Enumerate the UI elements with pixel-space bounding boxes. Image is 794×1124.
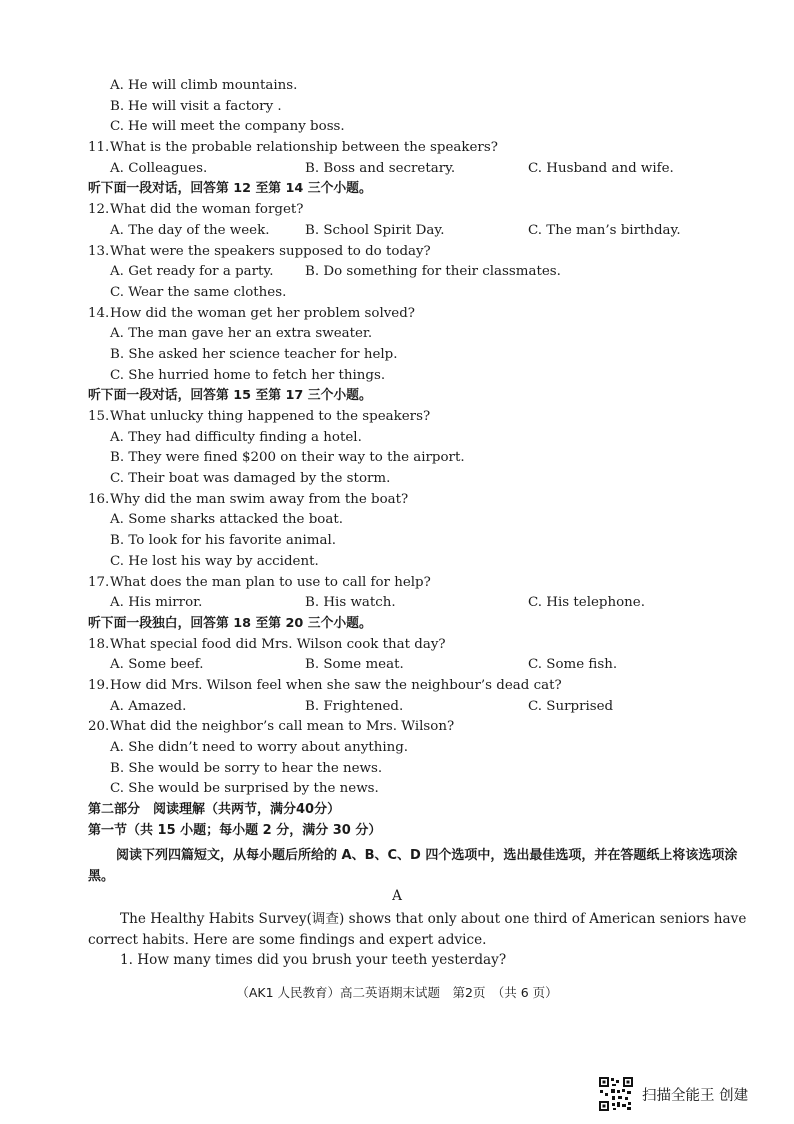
- q17-stem: [0, 573, 794, 594]
- option-c: [110, 779, 379, 800]
- option-text: His mirror.: [128, 595, 203, 611]
- option-label: B.: [305, 698, 320, 714]
- option-label: B.: [110, 98, 125, 114]
- passage-q1-row: [0, 948, 794, 969]
- option-label: A.: [110, 429, 124, 445]
- instructions-text: 阅读下列四篇短文，从每小题后所给的 A、B、C、D 四个选项中，选出最佳选项，并在答题纸上将该选项涂黑。: [88, 848, 738, 885]
- question-text: Why did the man swim away from the boat?: [110, 491, 409, 507]
- question-text: What special food did Mrs. Wilson cook that day?: [110, 636, 446, 652]
- instruction-text: 听下面一段对话，回答第 12 至第 14 三个小题。: [88, 181, 372, 197]
- option-label: C.: [110, 367, 125, 383]
- q20-option-b: [0, 759, 794, 780]
- question-number: 14.: [88, 305, 110, 321]
- question-number: 12.: [88, 202, 110, 218]
- q10-option-b: [0, 97, 794, 118]
- instruction-12-14: [0, 179, 794, 200]
- option-label: B.: [110, 533, 125, 549]
- passage-intro-row: [0, 905, 794, 948]
- option-b: [110, 448, 465, 469]
- option-a: [110, 262, 273, 283]
- option-a: [110, 655, 203, 676]
- option-label: C.: [528, 222, 543, 238]
- option-text: Frightened.: [323, 698, 404, 714]
- option-b: [305, 655, 404, 676]
- exam-content: [0, 76, 794, 969]
- option-a: [110, 428, 362, 449]
- instruction-text: 听下面一段对话，回答第 15 至第 17 三个小题。: [88, 388, 372, 404]
- option-text: They had difficulty finding a hotel.: [128, 429, 362, 445]
- q16-option-c: [0, 552, 794, 573]
- option-text: Their boat was damaged by the storm.: [128, 471, 391, 487]
- q16-option-b: [0, 531, 794, 552]
- option-label: C.: [110, 119, 125, 135]
- q11-stem: [0, 138, 794, 159]
- q10-option-a: [0, 76, 794, 97]
- question-number: 19.: [88, 677, 110, 693]
- option-text: Surprised: [546, 698, 614, 714]
- option-label: C.: [528, 595, 543, 611]
- option-text: Boss and secretary.: [323, 160, 456, 176]
- option-text: Husband and wife.: [546, 160, 674, 176]
- question-number: 11.: [88, 140, 110, 156]
- option-text: Wear the same clothes.: [128, 284, 287, 300]
- option-b: [305, 262, 561, 283]
- q20-stem: [0, 717, 794, 738]
- option-text: He will visit a factory .: [128, 98, 282, 114]
- qr-code-icon: [598, 1076, 634, 1112]
- q16-option-a: [0, 510, 794, 531]
- option-label: B.: [110, 450, 125, 466]
- q12-options: [0, 221, 794, 242]
- passage-subheading: 1. How many times did you brush your teeth yesterday?: [120, 952, 507, 969]
- option-c: [528, 221, 681, 242]
- q18-options: [0, 655, 794, 676]
- option-text: She hurried home to fetch her things.: [128, 367, 386, 383]
- option-text: She would be sorry to hear the news.: [128, 760, 383, 776]
- option-c: [528, 593, 645, 614]
- option-b: [305, 159, 455, 180]
- option-c: [110, 366, 385, 387]
- watermark-text: 扫描全能王 创建: [642, 1087, 749, 1104]
- option-text: He lost his way by accident.: [128, 553, 319, 569]
- option-a: [110, 221, 269, 242]
- option-c: [110, 552, 319, 573]
- question-text: How did Mrs. Wilson feel when she saw the neighbour’s dead cat?: [110, 677, 562, 693]
- option-text: His watch.: [323, 595, 396, 611]
- option-label: A.: [110, 160, 124, 176]
- q16-stem: [0, 490, 794, 511]
- option-a: [110, 593, 202, 614]
- section1-title: [0, 821, 794, 842]
- q11-options: [0, 159, 794, 180]
- q13-option-c: [0, 283, 794, 304]
- option-label: A.: [110, 222, 124, 238]
- option-label: B.: [305, 160, 320, 176]
- q15-option-c: [0, 469, 794, 490]
- option-text: She asked her science teacher for help.: [128, 346, 398, 362]
- option-b: [110, 759, 382, 780]
- option-label: A.: [110, 326, 124, 342]
- option-b: [305, 593, 396, 614]
- instruction-text: 听下面一段独白，回答第 18 至第 20 三个小题。: [88, 615, 372, 631]
- option-text: She would be surprised by the news.: [128, 781, 379, 797]
- option-label: B.: [305, 222, 320, 238]
- question-text: How did the woman get her problem solved?: [110, 305, 415, 321]
- q10-option-c: [0, 117, 794, 138]
- q20-option-c: [0, 779, 794, 800]
- option-text: They were fined $200 on their way to the airport.: [128, 450, 465, 466]
- option-b: [110, 345, 398, 366]
- question-number: 13.: [88, 243, 110, 259]
- part2-title: [0, 800, 794, 821]
- option-a: [110, 159, 207, 180]
- instruction-18-20: [0, 614, 794, 635]
- option-b: [305, 221, 444, 242]
- option-a: [110, 324, 372, 345]
- question-number: 20.: [88, 719, 110, 735]
- option-text: Get ready for a party.: [128, 264, 274, 280]
- option-c: [528, 159, 674, 180]
- option-text: Some sharks attacked the boat.: [128, 512, 343, 528]
- option-label: B.: [305, 595, 320, 611]
- option-label: C.: [528, 698, 543, 714]
- option-text: He will meet the company boss.: [128, 119, 345, 135]
- q15-option-a: [0, 428, 794, 449]
- option-text: Amazed.: [128, 698, 187, 714]
- question-text: What does the man plan to use to call for help?: [110, 574, 431, 590]
- option-text: Colleagues.: [128, 160, 208, 176]
- option-c: [528, 655, 617, 676]
- option-text: Do something for their classmates.: [323, 264, 561, 280]
- option-text: Some beef.: [128, 657, 204, 673]
- option-text: His telephone.: [546, 595, 645, 611]
- question-number: 17.: [88, 574, 110, 590]
- option-c: [110, 469, 390, 490]
- option-label: B.: [305, 657, 320, 673]
- question-number: 18.: [88, 636, 110, 652]
- q19-options: [0, 697, 794, 718]
- option-text: She didn’t need to worry about anything.: [128, 740, 409, 755]
- option-c: [528, 697, 613, 718]
- section-heading: 第二部分 阅读理解（共两节，满分40分）: [88, 802, 341, 818]
- option-label: A.: [110, 264, 124, 280]
- option-a: [110, 738, 408, 759]
- option-label: C.: [110, 553, 125, 569]
- option-b: [305, 697, 403, 718]
- section-heading: 第一节（共 15 小题；每小题 2 分，满分 30 分）: [88, 822, 382, 838]
- option-text: School Spirit Day.: [323, 222, 445, 238]
- option-text: The man gave her an extra sweater.: [128, 326, 373, 342]
- q20-option-a: [0, 738, 794, 759]
- option-label: C.: [528, 657, 543, 673]
- q14-option-a: [0, 324, 794, 345]
- q15-option-b: [0, 448, 794, 469]
- option-b: [110, 531, 336, 552]
- option-label: A.: [110, 657, 124, 673]
- q13-stem: [0, 242, 794, 263]
- q14-option-c: [0, 366, 794, 387]
- q14-stem: [0, 304, 794, 325]
- q13-options-ab: [0, 262, 794, 283]
- option-text: He will climb mountains.: [128, 78, 298, 93]
- q12-stem: [0, 200, 794, 221]
- option-label: C.: [110, 284, 125, 300]
- question-text: What is the probable relationship between the speakers?: [110, 140, 498, 156]
- q19-stem: [0, 676, 794, 697]
- option-text: Some meat.: [323, 657, 404, 673]
- instruction-15-17: [0, 386, 794, 407]
- q18-stem: [0, 635, 794, 656]
- option-text: To look for his favorite animal.: [128, 533, 336, 549]
- option-label: B.: [305, 264, 320, 280]
- question-text: What did the neighbor’s call mean to Mrs. Wilson?: [110, 719, 455, 735]
- q15-stem: [0, 407, 794, 428]
- option-label: C.: [110, 781, 125, 797]
- option-label: B.: [110, 346, 125, 362]
- option-label: B.: [110, 760, 125, 776]
- option-text: Some fish.: [546, 657, 618, 673]
- passage-letter-row: [0, 884, 794, 905]
- question-text: What did the woman forget?: [110, 202, 304, 218]
- option-label: A.: [110, 595, 124, 611]
- option-label: A.: [110, 512, 124, 528]
- reading-instructions: [0, 841, 794, 884]
- passage-letter: A: [392, 888, 402, 905]
- question-text: What unlucky thing happened to the speakers?: [110, 409, 431, 424]
- q17-options: [0, 593, 794, 614]
- question-number: 16.: [88, 491, 110, 507]
- option-label: C.: [528, 160, 543, 176]
- option-text: The man’s birthday.: [546, 222, 681, 238]
- question-number: 15.: [88, 409, 110, 424]
- option-c: [110, 283, 286, 304]
- passage-intro: The Healthy Habits Survey(调查) shows that only about one third of American seniors have correct habits. Here are some findings and expert advice.: [88, 911, 747, 949]
- option-text: The day of the week.: [128, 222, 270, 238]
- option-label: A.: [110, 698, 124, 714]
- option-a: [110, 697, 186, 718]
- scanner-watermark: [598, 1075, 748, 1113]
- option-label: A.: [110, 78, 124, 93]
- option-label: A.: [110, 740, 124, 755]
- q14-option-b: [0, 345, 794, 366]
- page-footer: （AK1 人民教育）高二英语期末试题 第2页 （共 6 页）: [236, 985, 558, 1000]
- option-label: C.: [110, 471, 125, 487]
- question-text: What were the speakers supposed to do today?: [110, 243, 431, 259]
- option-a: [110, 510, 343, 531]
